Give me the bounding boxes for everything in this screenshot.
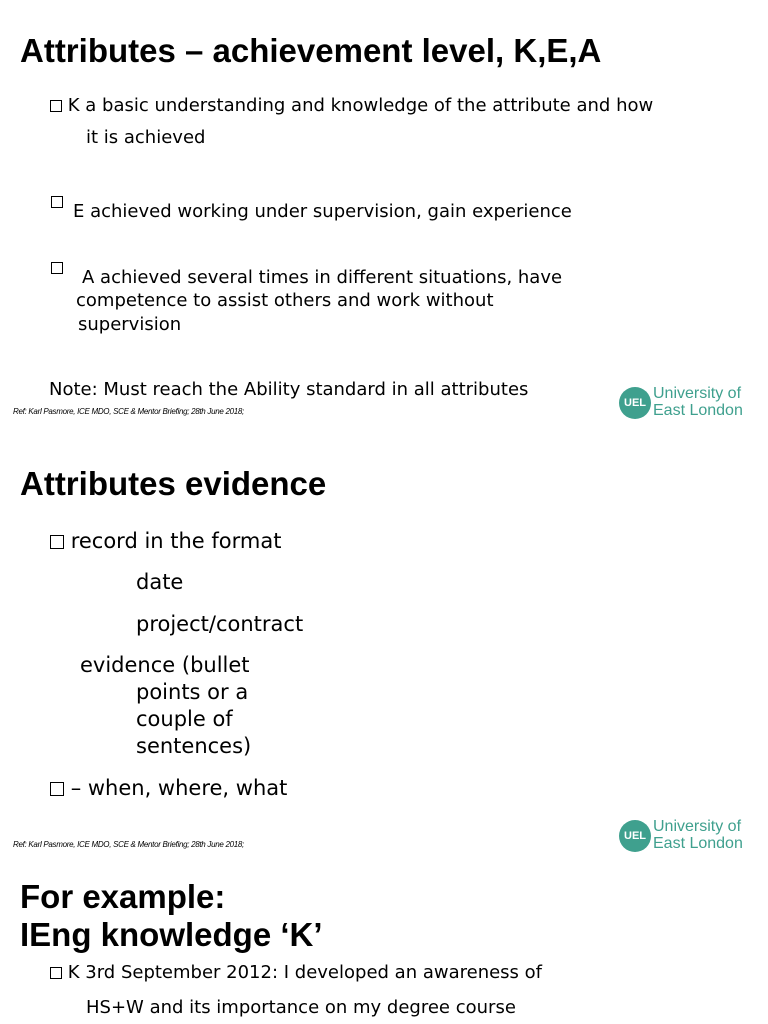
- note-text: Note: Must reach the Ability standard in all attributes: [49, 379, 529, 400]
- uel-logo: [619, 818, 759, 858]
- uel-logo-line1: University of: [653, 385, 742, 402]
- slide-attributes-evidence: [0, 432, 768, 866]
- bullet-a-line3: supervision: [78, 314, 182, 335]
- bullet-record-format: [50, 529, 281, 553]
- sub-item-date: date: [136, 570, 184, 594]
- uel-logo-line2: East London: [653, 835, 743, 852]
- uel-logo-line2: East London: [653, 402, 743, 419]
- uel-badge-icon: UEL: [619, 820, 651, 852]
- bullet-example: [50, 962, 542, 983]
- bullet-record-format-text: record in the format: [70, 529, 282, 553]
- uel-badge-icon: UEL: [619, 387, 651, 419]
- slide-title-line2: IEng knowledge ‘K’: [20, 916, 323, 953]
- bullet-example-line1: K 3rd September 2012: I developed an awareness of: [67, 962, 543, 983]
- bullet-a-line1: A achieved several times in different situations, have: [82, 267, 563, 288]
- bullet-when-where-what: [50, 776, 287, 800]
- bullet-e: E achieved working under supervision, gain experience: [73, 201, 572, 222]
- bullet-example-line2: HS+W and its importance on my degree course: [86, 997, 516, 1018]
- reference-text: Ref: Karl Pasmore, ICE MDO, SCE & Mentor Briefing; 28th June 2018;: [13, 407, 244, 416]
- checkbox-icon: [50, 100, 62, 112]
- slide-achievement-levels: [0, 0, 768, 432]
- evidence-line2: points or a: [136, 680, 249, 704]
- bullet-k-line1: K a basic understanding and knowledge of the attribute and how: [67, 95, 654, 116]
- uel-logo: [619, 385, 759, 425]
- sub-item-project: project/contract: [136, 612, 304, 636]
- bullet-k: [50, 95, 653, 116]
- checkbox-icon: [50, 782, 64, 796]
- evidence-line3: couple of: [136, 707, 233, 731]
- uel-logo-text: [653, 385, 743, 419]
- checkbox-icon: [51, 196, 63, 208]
- evidence-line1: evidence (bullet: [80, 653, 250, 677]
- slide-title-line1: For example:: [20, 878, 226, 915]
- slide-title: Attributes evidence: [20, 465, 327, 502]
- bullet-when-where-what-text: – when, where, what: [70, 776, 288, 800]
- bullet-k-line2: it is achieved: [86, 127, 206, 148]
- checkbox-icon: [51, 262, 63, 274]
- slide-ieng-example: [0, 866, 768, 1024]
- slide-title: Attributes – achievement level, K,E,A: [20, 32, 602, 69]
- reference-text: Ref: Karl Pasmore, ICE MDO, SCE & Mentor Briefing; 28th June 2018;: [13, 840, 244, 849]
- evidence-line4: sentences): [136, 734, 252, 758]
- uel-logo-text: [653, 818, 743, 852]
- checkbox-icon: [50, 967, 62, 979]
- bullet-a-line2: competence to assist others and work without: [76, 290, 494, 311]
- uel-logo-line1: University of: [653, 818, 742, 835]
- checkbox-icon: [50, 535, 64, 549]
